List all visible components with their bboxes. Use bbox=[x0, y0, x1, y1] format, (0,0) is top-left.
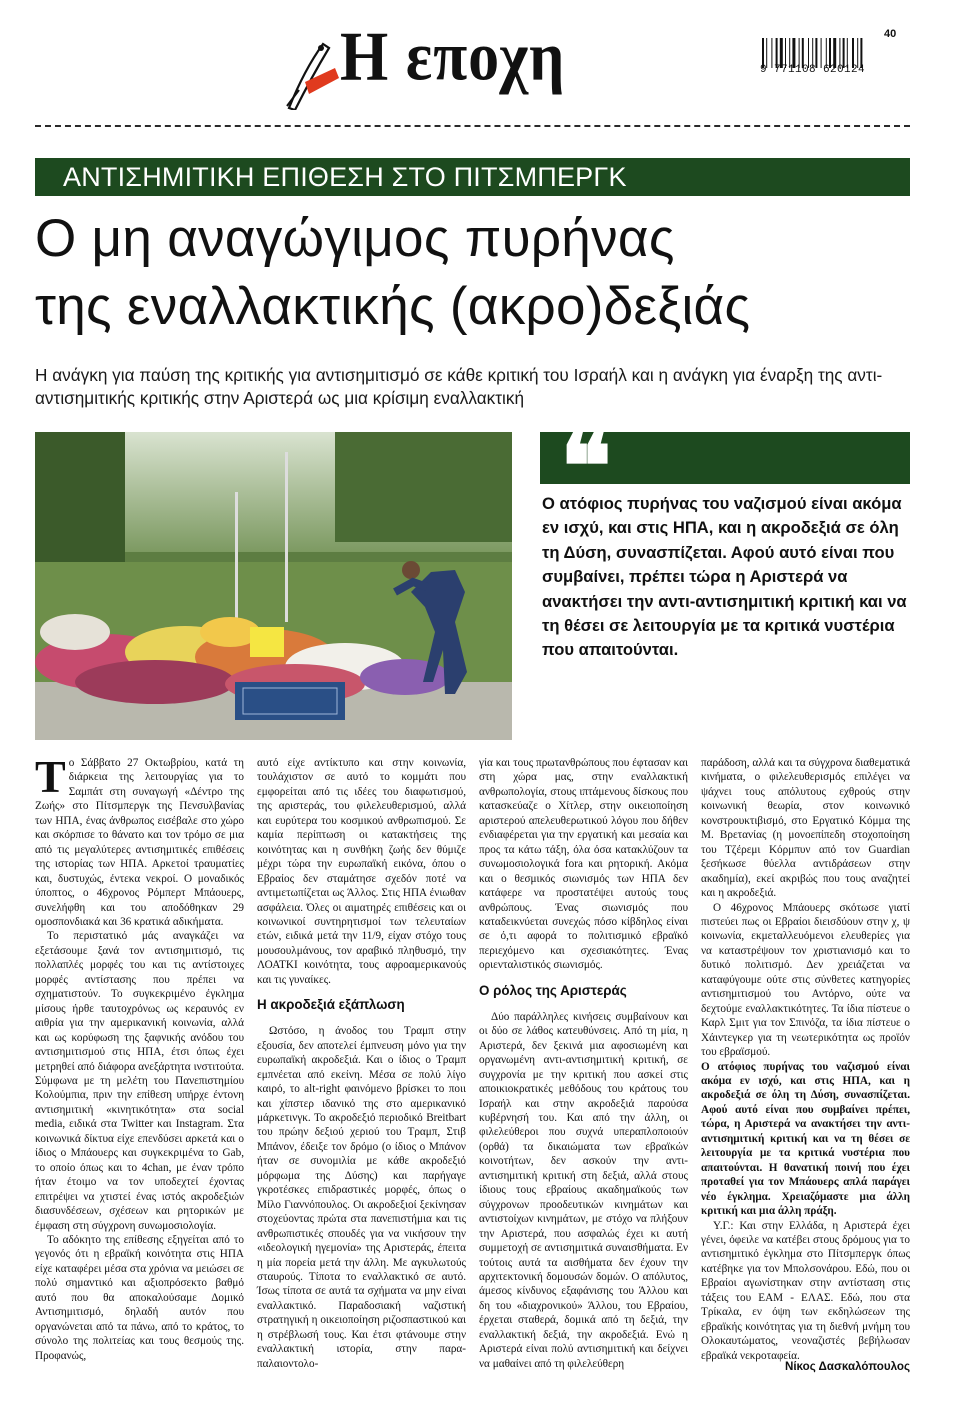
article-column-3 bbox=[479, 756, 688, 1371]
page-number: 40 bbox=[884, 28, 897, 40]
headline bbox=[35, 205, 915, 341]
article-paragraph: αυτό είχε αντίκτυπο και στην κοινωνία, τουλάχιστον σε αυτό το κομμάτι που εμφορείται από τις ιδέες του διαφωτισμού, της αριστεράς, του φιλελευθερισμού, αλλά και ευρύτερα του κοσμικού ανθρωπισμού. Σε καμία περίπτωση οι κατακτήσεις της κοινότητας και η συνθήκη ζωής δεν θύμιζε μέχρι τώρα την ευρωπαϊκή εικόνα, όπου ο Εβραίος δεν σταμάτησε σχεδόν ποτέ να αντιμετωπίζεται ως Άλλος. Στις ΗΠΑ ένιωθαν ασφάλεια. Όλες οι αιματηρές επιθέσεις και οι κοινωνικοί συντηρητισμοί των τελευταίων ετών, ειδικά μετά την 11/9, είχαν στόχο τους μουσουλμάνους, τον αραβικό πληθυσμό, την ΛΟΑΤΚΙ κοινότητα, τους αφροαμερικανούς και τις γυναίκες. bbox=[257, 757, 466, 986]
article-paragraph: Ο 46χρονος Μπάουερς σκότωσε γιατί πιστεύει πως οι Εβραίοι διεισδύουν στην χ, ψ κοινωνία, εκμεταλλευόμενοι ελευθερίες για να καταστρέψουν τον χριστιανισμό και το δυτικό πολιτισμό. Δεν χρειάζεται να καταφύγουμε ούτε στις σύνθετες κατηγορίες αντισημιτισμού του Αντόρνο, ούτε να δεχτούμε εναλλακτικότητες. Τα ίδια πίστευε ο Καρλ Σμιτ για τον Σπινόζα, τα ίδια πίστευε ο Χάιντεγκερ για τη νεωτερικότητα ως προϊόν του εβραϊσμού. bbox=[701, 901, 910, 1059]
article-column-4 bbox=[701, 756, 910, 1363]
subheading: Ο ρόλος της Αριστεράς bbox=[479, 982, 627, 998]
author-byline: Νίκος Δασκαλόπουλος bbox=[784, 1360, 910, 1373]
newspaper-logo: Η εποχη bbox=[340, 19, 566, 96]
pull-quote: Ο ατόφιος πυρήνας του ναζισμού είναι ακόμα εν ισχύ, και στις ΗΠΑ, και η ακροδεξιά σε όλη τη Δύση, συνασπίζεται. Αφού αυτό είναι που συμβαίνει, πρέπει τώρα η Αριστερά να ανακτήσει την αντι-αντισημιτική κριτική και να τη θέσει σε λειτουργία με τα κριτικά νυστέρια που απαιτούνται. bbox=[542, 494, 907, 660]
article-column-1 bbox=[35, 751, 244, 1363]
dashed-divider bbox=[35, 125, 910, 127]
article-paragraph: παράδοση, αλλά και τα σύγχρονα διαθεματικά κινήματα, ο φιλελευθερισμός επιλέγει να ψάχνει τους απόλυτους εχθρούς στην κοινωνική θεωρία, στον κοινωνικό κονστρουκτιβισμό, στο Εργατικό Κόμμα της Μ. Βρετανίας (η μονοεπίπεδη στοχοποίηση του Τζέρεμι Κόρμπυν από τον Guardian ξεσήκωσε θύελλα αντιδράσεων στην ακαδημία), εκεί ακριβώς που τους αναζητεί και η ακροδεξιά. bbox=[701, 757, 910, 900]
article-paragraph: Το περιστατικό μάς αναγκάζει να εξετάσουμε ξανά τον αντισημιτισμό, τις πολλαπλές μορφές του και τις αντίστοιχες μορφές αντίστασης που πρέπει να σχηματιστούν. Το συγκεκριμένο έγκλημα μίσους ήρθε ταυτοχρόνως ως κεραυνός εν αιθρία για την αμερικανική κοινωνία, αλλά και ως κορύφωση της ξαφνικής ανόδου του αντισημιτισμού στις ΗΠΑ, έτσι όπως έχει μετρηθεί από διάφορα ανεξάρτητα ινστιτούτα. Σύμφωνα με τη μελέτη του Πανεπιστημίου Κολούμπια, πριν την επίθεση υπήρχε έντονη αντισημιτική «κινητικότητα» στα social media, ειδικά στα Twitter και Instagram. Στα κοινωνικά δίκτυα είχε επενδύσει αρκετά και ο ίδιος ο Μπάουερς και συγκεκριμένα το Gab, το οποίο όπως και το 4chan, με έναν τρόπο ήταν έτοιμο να τον υποδεχτεί έχοντας επιτρέψει να χτιστεί ένας ιστός ακροδεξιών διασυνδέσεων, σχέσεων και ρητορικών με έμφαση στη σύγχρονη συνωμοσιολογία. bbox=[35, 930, 244, 1232]
quote-mark-icon: ❝ bbox=[560, 414, 606, 521]
masthead bbox=[0, 0, 960, 125]
quill-pen-icon bbox=[283, 38, 341, 110]
barcode-digits: 9 771108 620124 bbox=[760, 64, 866, 76]
article-paragraph: Το Σάββατο 27 Οκτωβρίου, κατά τη διάρκεια της λειτουργίας για το Σαμπάτ στη συναγωγή «Δέντρο της Ζωής» στο Πίτσμπεργκ της Πενσυλβανίας των ΗΠΑ, ένας άνθρωπος εισέβαλε στο χώρο και σκόρπισε το θάνατο και τον τρόμο σε μια από τις μεγαλύτερες αντισημιτικές επιθέσεις της ιστορίας των ΗΠΑ. Αρκετοί τραυματίες και, δυστυχώς, έντεκα νεκροί. Ο μοναδικός ύποπτος, ο 46χρονος Ρόμπερτ Μπάουερς, συνελήφθη και του αποδόθηκαν 29 ομοσπονδιακά και 36 κρατικά αδικήματα. bbox=[35, 751, 244, 928]
memorial-photo bbox=[35, 432, 512, 740]
article-paragraph-emphasis: Ο ατόφιος πυρήνας του ναζισμού είναι ακόμα εν ισχύ, και στις ΗΠΑ, και η ακροδεξιά σε όλη τη Δύση, συνασπίζεται. Αφού αυτό είναι που συμβαίνει πρέπει, τώρα, η Αριστερά να ανακτήσει την αντι-αντισημιτική κριτική και να τη θέσει σε λειτουργία με τα κριτικά νυστέρια που απαιτούνται. Η θανατική ποινή που έχει προταθεί για τον Μπάουερς απλά παράγει νέο έγκλημα. Χρειαζόμαστε μια άλλη κριτική και μια άλλη πράξη. bbox=[701, 1060, 910, 1218]
subheading: Η ακροδεξιά εξάπλωση bbox=[257, 997, 405, 1013]
subtitle: Η ανάγκη για παύση της κριτικής για αντισημιτισμό σε κάθε κριτική του Ισραήλ και η ανάγκη για έναρξη της αντι-αντισημιτικής κριτικής στην Αριστερά ως μια κρίσιμη εναλλακτική bbox=[35, 365, 883, 408]
article-paragraph: Ωστόσο, η άνοδος του Τραμπ στην εξουσία, δεν αποτελεί έμπνευση μόνο για την ευρωπαϊκή ακροδεξιά. Και ο ίδιος ο Τραμπ εμπνέεται από εκείνη. Μέσα σε πολύ λίγο καιρό, το alt-right φαινόμενο βρίσκει το ποιι και χίπστερ ιδανικό της στο αμερικανικό μάρκετινγκ. Το ακροδεξιό περιοδικό Breitbart του πρώην δεξιού χεριού του Τραμπ, Στιβ Μπάνον, έδειξε τον δρόμο (ο ίδιος ο Μπάνον ήταν σε συνομιλία με κάθε ακροδεξιό μόρφωμα της Δύσης) και παρήγαγε γκροτέσκες επιδραστικές μορφές, όπως ο Μίλο Γιαννόπουλος. Οι ακροδεξιοί ξεκίνησαν στοχεύοντας πρώτα στα πανεπιστήμια και τις ανθρωπιστικές σπουδές για να νικήσουν την «ιδεολογική ηγεμονία» της Αριστεράς, έπειτα η μία πορεία μετά την άλλη. Με αγκυλωτούς σταυρούς. Τίποτα το εναλλακτικό σε αυτό. Ίσως τίποτα σε αυτά τα σχήματα να μην είναι εναλλακτικό. Παραδοσιακή ναζιστική στρατηγική η οικειοποίηση ριζοσπαστικού και η στρέβλωσή τους. Και έτσι φτάνουμε στην εναλλακτική ιστορία, στην παρα-παλαιοντολο- bbox=[257, 1025, 466, 1370]
headline-line-1: Ο μη αναγώγιμος πυρήνας bbox=[35, 209, 675, 268]
memorial-photo-image bbox=[35, 432, 512, 740]
drop-cap: Τ bbox=[35, 751, 66, 802]
article-paragraph: γία και τους πρωτανθρώπους που έφτασαν και στη χώρα μας, στην εναλλακτική ανθρωπολογία, στους ιπτάμενους δίσκους που κατασκεύαζε ο Χίτλερ, στην οικειοποίηση αριστερού απελευθερωτικού λόγου που δήθεν ενδιαφέρεται για την εργατική και μεσαία και προς τα κάτω τάξη, όλα όσα κατακλύζουν τα συνωμοσιολογικά fora και ρητορική. Ακόμα και ο θεσμικός σιωνισμός των ΗΠΑ δεν κατάφερε να προστατέψει αυτούς τους ανθρώπους. Ένας σιωνισμός που καταδεικνύεται συνεχώς πόσο κίβδηλος είναι σε ό,τι αφορά το πολιτισμικό εβραϊκό περιεχόμενο και σχεσιακότητες. Ένας οριενταλιστικός σιωνισμός. bbox=[479, 757, 688, 972]
article-paragraph: Δύο παράλληλες κινήσεις συμβαίνουν και οι δύο σε λάθος κατευθύνσεις. Από τη μία, η Αριστερά, δεν ξεκινά μια αφοσιωμένη και οργανωμένη αντι-αντισημιτική κριτική, σε συγχρονία με την κριτική που ασκεί στις αποικιοκρατικές μεθόδους του κράτους του Ισραήλ και στην ακροδεξιά παρούσα κυβέρνησή του. Και από την άλλη, οι φιλελεύθεροι που συχνά υπεραπλοποιούν (ορθά) τα δικαιώματα των εβραϊκών κοινοτήτων, δεν ασκούν την αντι-αντισημιτική κριτική στη δεξιά, αλλά στους ίδιους τους εβραίους ακαδημαϊκούς των σύγχρονων προοδευτικών κινημάτων και αντιστοίχων κινημάτων, με στόχο να πλήξουν την Αριστερά, που ασφαλώς έχει κι αυτή συμμετοχή σε αντισημιτικά συναισθήματα. Εν τούτοις αυτά τα αισθήματα δεν έχουν την αρχιτεκτονική δομουσών δομών. Ο απόλυτος, άμεσος κίνδυνος εξαφάνισης του Άλλου και δη του «διαχρονικού» Άλλου, του Εβραίου, έρχεται σταθερά, δομικά από τη δεξιά, την εναλλακτική δεξιά, την ακροδεξιά. Ενώ η Αριστερά είναι πολύ αντισημιτική και δείχνει να μαθαίνει από τη φιλελεύθερη bbox=[479, 1010, 688, 1370]
postscript: Υ.Γ.: Και στην Ελλάδα, η Αριστερά έχει γένει, όφειλε να κατέβει στους δρόμους για το αντισημιτικό έγκλημα στο Πίτσμπεργκ όπως κατέβηκε για τον Μπολσονάρου. Εδώ, που οι Εβραίοι αγωνίστηκαν στην αντίσταση στις τάξεις του ΕΑΜ - ΕΛΑΣ. Εδώ, που στα Τρίκαλα, εν όψη των εκδηλώσεων της εβραϊκής κοινότητας για τη διεθνή μνήμη του Ολοκαυτώματος, νεοναζιστές βεβήλωσαν εβραϊκά νεκροταφεία. bbox=[701, 1219, 910, 1362]
article-paragraph: Το αδόκητο της επίθεσης εξηγείται από το γεγονός ότι η εβραϊκή κοινότητα στις ΗΠΑ είχε καταφέρει μέσα στα χρόνια να μειώσει σε πολύ σημαντικό και αξιοπρόσεκτο βαθμό αυτό που θα αποκαλούσαμε Δομικό Αντισημιτισμό, δηλαδή αυτόν που οργανώνεται από τα πάνω, από το κράτος, το σύνολο της πολιτείας και τους θεσμούς της. Προφανώς, bbox=[35, 1233, 244, 1362]
article-column-2 bbox=[257, 756, 466, 1371]
headline-line-2: της εναλλακτικής (ακρο)δεξιάς bbox=[35, 277, 751, 336]
section-title: ΑΝΤΙΣΗΜΙΤΙΚΗ ΕΠΙΘΕΣΗ ΣΤΟ ΠΙΤΣΜΠΕΡΓΚ bbox=[35, 158, 910, 196]
